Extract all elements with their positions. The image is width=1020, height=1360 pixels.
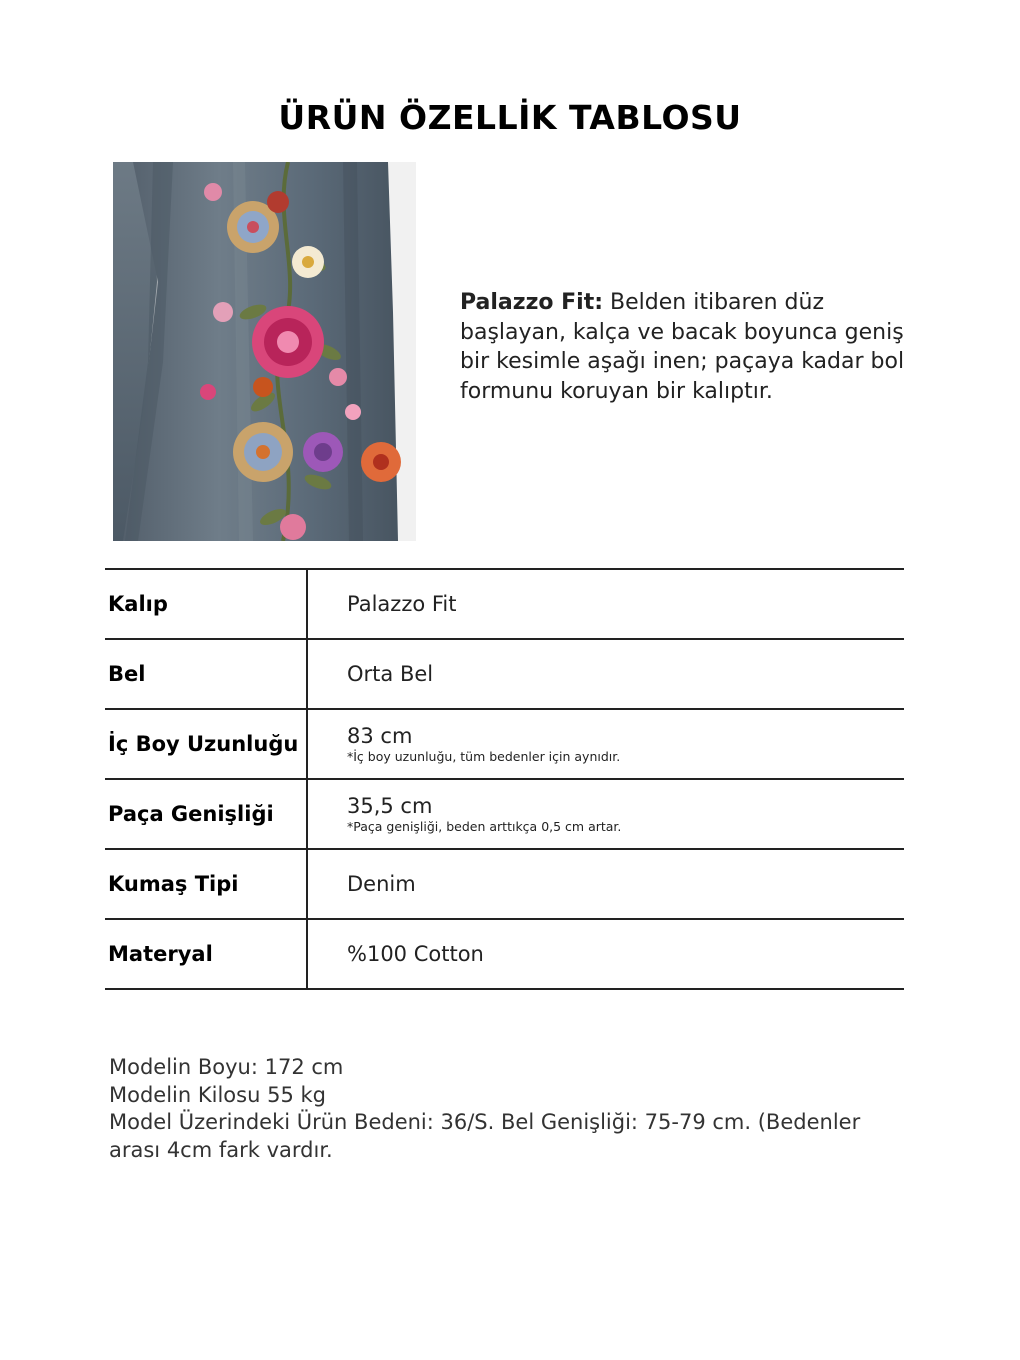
spec-row-ic-boy [105, 710, 904, 780]
spec-value: 35,5 cm [347, 794, 433, 818]
page-title: ÜRÜN ÖZELLİK TABLOSU [278, 98, 742, 137]
fit-description-title: Palazzo Fit: [460, 290, 604, 315]
column-divider [306, 920, 308, 990]
model-size: Model Üzerindeki Ürün Bedeni: 36/S. Bel Genişliği: 75-79 cm. (Bedenler arası 4cm fark vardır. [109, 1110, 861, 1162]
fit-description-text: Belden itibaren düz başlayan, kalça ve bacak boyunca geniş bir kesimle aşağı inen; paçaya kadar bol formunu koruyan bir kalıptır. [460, 290, 905, 404]
spec-row-materyal [105, 920, 904, 990]
column-divider [306, 710, 308, 780]
spec-label: Bel [108, 662, 146, 686]
spec-row-paca [105, 780, 904, 850]
product-photo [113, 162, 416, 541]
column-divider [306, 850, 308, 920]
spec-value-cell [347, 780, 904, 848]
model-info [109, 1054, 909, 1164]
spec-label: Materyal [108, 942, 213, 966]
spec-row-kalip [105, 570, 904, 640]
spec-value-cell [347, 850, 904, 918]
spec-value: %100 Cotton [347, 942, 484, 966]
spec-value-cell [347, 570, 904, 638]
spec-value: Orta Bel [347, 662, 434, 686]
spec-note: *İç boy uzunluğu, tüm bedenler için aynıdır. [347, 749, 621, 764]
column-divider [306, 780, 308, 850]
spec-value-cell [347, 640, 904, 708]
fit-description [460, 288, 930, 406]
model-weight: Modelin Kilosu 55 kg [109, 1082, 326, 1107]
spec-label: İç Boy Uzunluğu [108, 732, 299, 756]
spec-value-cell [347, 710, 904, 778]
spec-value: 83 cm [347, 724, 413, 748]
embroidered-jeans-image [113, 162, 416, 541]
spec-row-kumas [105, 850, 904, 920]
column-divider [306, 570, 308, 640]
spec-value-cell [347, 920, 904, 988]
spec-value: Palazzo Fit [347, 592, 457, 616]
column-divider [306, 640, 308, 710]
spec-value: Denim [347, 872, 416, 896]
spec-label: Kumaş Tipi [108, 872, 239, 896]
spec-row-bel [105, 640, 904, 710]
model-height: Modelin Boyu: 172 cm [109, 1055, 344, 1079]
spec-label: Paça Genişliği [108, 802, 274, 826]
spec-table [105, 568, 904, 990]
spec-note: *Paça genişliği, beden arttıkça 0,5 cm artar. [347, 819, 622, 834]
spec-label: Kalıp [108, 592, 168, 616]
